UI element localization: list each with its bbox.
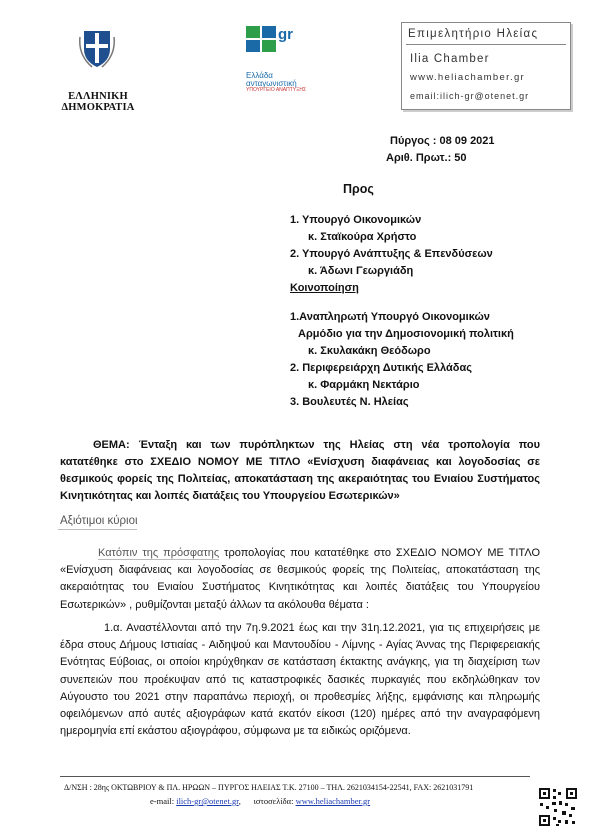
logo-line-3: ΥΠΟΥΡΓΕΙΟ ΑΝΑΠΤΥΞΗΣ xyxy=(246,87,307,93)
body-paragraph-1-lead: Κατόπιν της πρόσφατης xyxy=(98,547,220,559)
body-paragraph-2: 1.α. Αναστέλλονται από την 7η.9.2021 έως και την 31η.12.2021, για τις επιχειρήσεις με έδρα στους Δήμους Ιστιαίας - Αιδηψού και Μαντουδίου - Λίμνης - Αγίας Άννας της Περιφερειακής Ενότητας Εύβοιας, οι οποίοι κηρύχθηκαν σε κατάσταση έκτακτης ανάγκης, για τη διαχείριση των συνεπειών που προέκυψαν από τις καταστροφικές δασικές πυρκαγιές που εκδηλώθηκαν τον Αύγουστο του 2021 στην παραπάνω περιοχή, οι προθεσμίες λήξης, εμφάνισης και πληρωμής οφειλόμενων από αυτές αξιογράφων κατά εκατόν είκοσι (120) ημέρες από την αναγραφόμενη ημερομηνία επί εκάστου αξιογράφου, σύμφωνα με τα ειδικώς οριζόμενα. xyxy=(60,622,540,738)
footer-email-label: e-mail: xyxy=(150,796,175,806)
recipient-2: 2. Υπουργό Ανάπτυξης & Επενδύσεων xyxy=(290,248,493,260)
greek-emblem-icon xyxy=(78,27,116,69)
footer-contact: e-mail: ilich-gr@otenet.gr, ιστοσελίδα: www.heliachamber.gr xyxy=(150,796,371,806)
logo-line-2: ανταγωνιστική xyxy=(246,78,297,88)
protocol-number: Αριθ. Πρωτ.: 50 xyxy=(386,152,467,164)
cc-2: 2. Περιφερειάρχη Δυτικής Ελλάδας xyxy=(290,362,472,374)
footer-web-link[interactable]: www.heliachamber.gr xyxy=(295,796,371,806)
qr-code-icon xyxy=(538,787,578,827)
logo-gr-text: gr xyxy=(278,26,293,43)
cc-1-sub: Αρμόδιο για την Δημοσιονομική πολιτική xyxy=(298,328,514,340)
government-title: ΕΛΛΗΝΙΚΗ ΔΗΜΟΚΡΑΤΙΑ xyxy=(61,91,135,113)
chamber-website: www.heliachamber.gr xyxy=(410,72,525,83)
letter-date: Πύργος : 08 09 2021 xyxy=(390,135,495,147)
cc-2-name: κ. Φαρμάκη Νεκτάριο xyxy=(308,379,420,391)
chamber-divider xyxy=(406,44,566,45)
footer-divider xyxy=(60,776,530,777)
logo-line-1: Ελλάδα xyxy=(246,71,273,80)
cc-heading: Κοινοποίηση xyxy=(290,282,359,294)
recipient-1: 1. Υπουργό Οικονομικών xyxy=(290,214,422,226)
to-heading: Προς xyxy=(343,182,374,196)
body-paragraph-1 xyxy=(60,545,540,614)
chamber-name-en: Ilia Chamber xyxy=(410,53,490,65)
recipient-1-name: κ. Σταϊκούρα Χρήστο xyxy=(308,231,417,243)
cc-1: 1.Αναπληρωτή Υπουργό Οικονομικών xyxy=(290,311,490,323)
cc-3: 3. Βουλευτές Ν. Ηλείας xyxy=(290,396,409,408)
chamber-email: email:ilich-gr@otenet.gr xyxy=(410,91,530,101)
salutation: Αξιότιμοι κύριοι xyxy=(60,515,138,527)
footer-web-label: ιστοσελίδα: xyxy=(253,796,294,806)
logo-caption xyxy=(246,72,326,95)
salutation-underline xyxy=(58,529,137,530)
footer-address: Δ/ΝΣΗ : 28ης ΟΚΤΩΒΡΙΟΥ & ΠΛ. ΗΡΩΩΝ – ΠΥΡΓΟΣ ΗΛΕΙΑΣ Τ.Κ. 27100 – ΤΗΛ. 2621034154-22541, FAX: 2621031791 xyxy=(64,783,474,792)
cc-1-name: κ. Σκυλακάκη Θεόδωρο xyxy=(308,345,431,357)
body-paragraph-1-rest: τροπολογίας που κατατέθηκε στο ΣΧΕΔΙΟ ΝΟΜΟΥ ΜΕ ΤΙΤΛΟ «Ενίσχυση διαφάνειας και λογοδοσίας σε θεσμικούς φορείς της Πολιτείας, αποκατάσταση της ακεραιότητας του Ενιαίου Συστήματος Κινητικότητας και λοιπές διατάξεις του Υπουργείου Εσωτερικών» , ρυθμίζονται μεταξύ άλλων τα ακόλουθα θέματα : xyxy=(60,547,540,611)
footer-email-link[interactable]: ilich-gr@otenet.gr xyxy=(176,796,239,806)
greece-competitive-logo xyxy=(240,22,302,60)
chamber-title: Επιμελητήριο Ηλείας xyxy=(408,28,539,40)
recipient-2-name: κ. Άδωνι Γεωργιάδη xyxy=(308,265,414,277)
subject-paragraph: ΘΕΜΑ: Ένταξη και των πυρόπληκτων της Ηλείας στη νέα τροπολογία που κατατέθηκε στο ΣΧΕΔΙΟ ΝΟΜΟΥ ΜΕ ΤΙΤΛΟ «Ενίσχυση διαφάνειας και λογοδοσίας σε θεσμικούς φορείς της Πολιτείας, αποκατάσταση της ακεραιότητας του Ενιαίου Συστήματος Κινητικότητας και λοιπές διατάξεις του Υπουργείου Εσωτερικών» xyxy=(60,439,540,502)
